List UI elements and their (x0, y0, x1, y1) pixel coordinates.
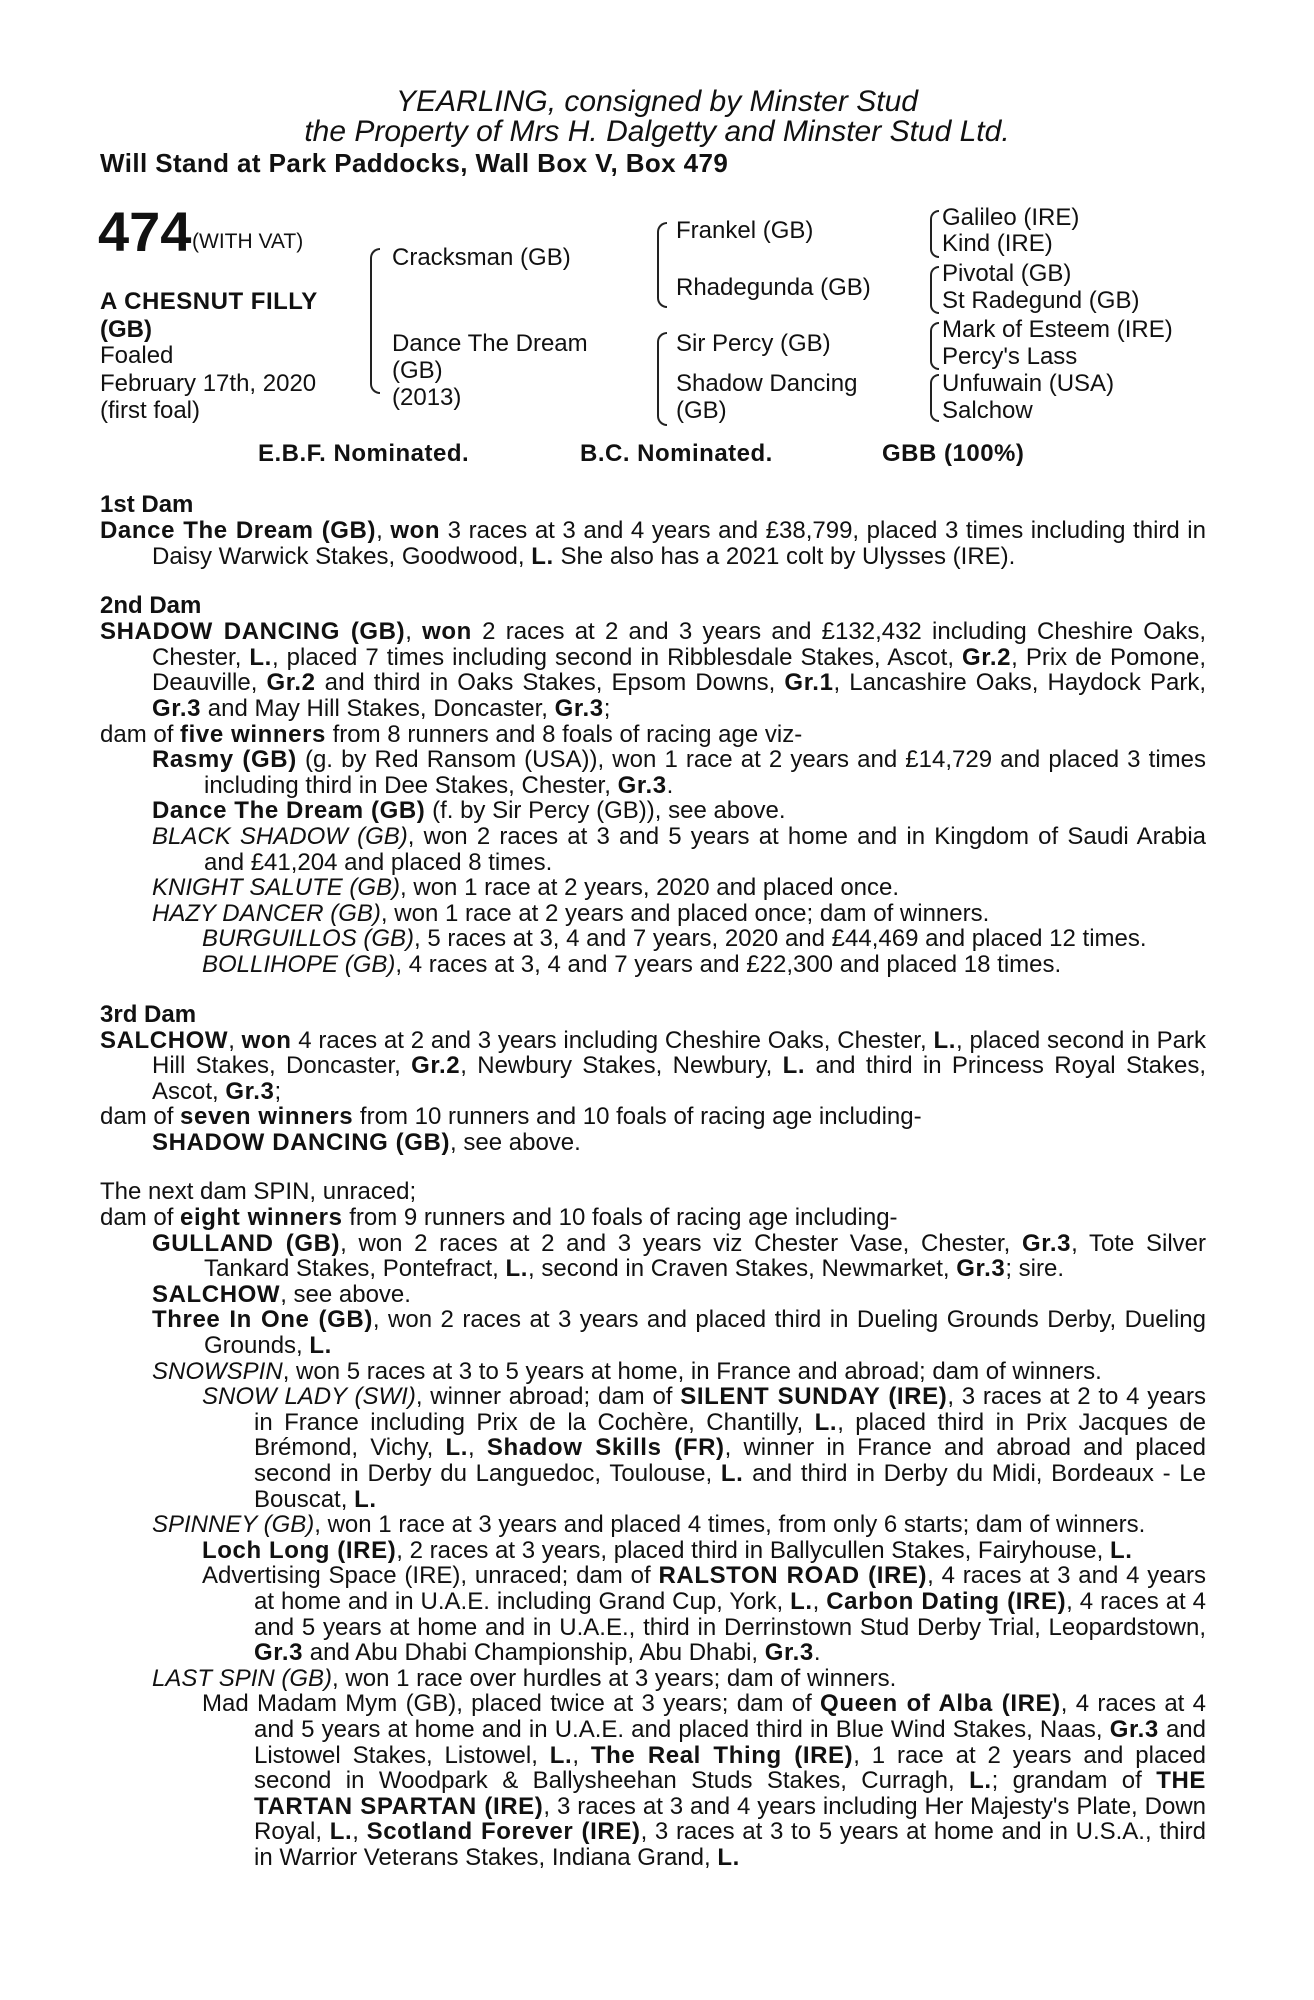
horse-name: Dance The Dream (GB) (152, 797, 426, 825)
dam-dam-country: (GB) (676, 397, 727, 424)
listed-label: L. (505, 1255, 529, 1283)
second-dam-heading: 2nd Dam (100, 592, 202, 620)
horse-name: Loch Long (IRE) (202, 1536, 397, 1564)
record-text: and May Hill Stakes, Doncaster, (201, 694, 555, 722)
produce-entry (100, 747, 1206, 798)
second-dam-record (100, 619, 1206, 721)
record-text: (f. by Sir Percy (GB)), see above. (425, 797, 786, 825)
produce-record (100, 492, 1206, 1871)
ancestor-4: St Radegund (GB) (942, 287, 1140, 314)
produce-entry (100, 1307, 1206, 1358)
group-label: Gr.3 (254, 1639, 304, 1667)
group-label: Gr.1 (784, 669, 834, 697)
produce-entry (100, 798, 1206, 824)
record-text: and Abu Dhabi Championship, Abu Dhabi, (303, 1639, 765, 1667)
produce-entry (100, 1666, 1206, 1692)
horse-name: GULLAND (GB) (152, 1229, 341, 1257)
record-text: , 4 races at 3 and 4 years at home and in U.A.E. including Grand Cup, York, (254, 1562, 1206, 1615)
lot-number: 474 (98, 200, 192, 263)
record-text: , winner abroad; dam of (415, 1383, 681, 1411)
record-text: dam of (100, 1103, 181, 1131)
listed-label: L. (354, 1485, 377, 1513)
record-text: , placed second in Park Hill Stakes, Doncaster, (152, 1026, 1206, 1080)
produce-entry (100, 901, 1206, 927)
record-text: , (572, 1741, 591, 1769)
horse-name: Scotland Forever (IRE) (366, 1818, 641, 1846)
ancestor-8: Salchow (942, 397, 1033, 424)
horse-name: SILENT SUNDAY (IRE) (680, 1383, 948, 1411)
horse-name: BOLLIHOPE (GB) (202, 950, 396, 978)
lot-title: A CHESNUT FILLY (100, 288, 318, 315)
produce-entry (100, 1512, 1206, 1538)
record-text: , Prix de Pomone, Deauville, (152, 643, 1207, 697)
produce-entry (100, 1282, 1206, 1308)
ancestor-3: Pivotal (GB) (942, 260, 1072, 287)
sire-sire: Frankel (GB) (676, 217, 814, 244)
pedigree-brace (930, 322, 939, 370)
group-label: Gr.2 (962, 643, 1012, 671)
record-text: , 3 races at 3 and 4 years including Her Majesty's Plate, Down Royal, (254, 1792, 1206, 1846)
record-text: . (813, 1639, 821, 1667)
record-text: 3 races at 3 and 4 years and £38,799, placed 3 times including third in Daisy Warwick Stakes, Goodwood, (152, 517, 1206, 570)
record-text: , 4 races at 4 and 5 years at home and in U.A.E., third in Derrinstown Stud Derby Trial, Leopardstown, (254, 1587, 1206, 1641)
listed-label: L. (329, 1818, 353, 1846)
horse-name: SPINNEY (GB) (152, 1511, 315, 1539)
horse-name: HAZY DANCER (GB) (152, 899, 381, 927)
third-dam-heading: 3rd Dam (100, 1000, 197, 1028)
stand-location: Will Stand at Park Paddocks, Wall Box V, Box 479 (100, 148, 729, 178)
winners-count: five winners (180, 720, 326, 748)
produce-entry (100, 824, 1206, 875)
produce-entry (100, 1359, 1206, 1385)
record-text: ; sire. (1005, 1255, 1065, 1283)
won-label: won (390, 517, 441, 544)
record-text: , placed third in Prix Jacques de Brémond, Vichy, (254, 1408, 1207, 1462)
produce-entry (100, 1538, 1206, 1564)
record-text: , won 1 race at 2 years and placed once; dam of winners. (380, 899, 990, 927)
listed-label: L. (814, 1408, 838, 1436)
produce-entry (100, 875, 1206, 901)
lot-title-country: (GB) (100, 316, 152, 343)
record-text: , won 1 race at 3 years and placed 4 times, from only 6 starts; dam of winners. (314, 1511, 1146, 1539)
group-label: Gr.2 (411, 1052, 461, 1080)
record-text: , Tote Silver Tankard Stakes, Pontefract, (204, 1229, 1206, 1283)
record-text: , (812, 1587, 827, 1615)
horse-name: Shadow Skills (FR) (486, 1434, 725, 1462)
first-dam-heading: 1st Dam (100, 491, 194, 518)
horse-name: SNOW LADY (SWI) (202, 1383, 416, 1411)
record-text: ; (274, 1077, 282, 1105)
separator: , (376, 517, 391, 544)
group-label: Gr.2 (266, 669, 316, 697)
record-text: (g. by Red Ransom (USA)), won 1 race at 2 years and £14,729 and placed 3 times including third in Dee Stakes, Chester, (204, 746, 1206, 799)
horse-name: Three In One (GB) (152, 1306, 373, 1334)
winners-count: eight winners (180, 1204, 343, 1232)
record-text: , 3 races at 3 to 5 years at home and in U.S.A., third in Warrior Veterans Stakes, Indiana Grand, (254, 1818, 1207, 1871)
pedigree-brace (930, 374, 939, 422)
listed-label: L. (717, 1843, 740, 1871)
property-line: the Property of Mrs H. Dalgetty and Minster Stud Ltd. (304, 115, 1010, 148)
record-text: ; (603, 694, 611, 722)
produce-entry (100, 1130, 1206, 1156)
record-text: and third in Derby du Midi, Bordeaux - Le Bouscat, (254, 1460, 1207, 1513)
pedigree-brace (657, 332, 667, 426)
won-label: won (241, 1026, 292, 1054)
produce-entry (100, 952, 1206, 978)
group-label: Gr.3 (956, 1255, 1006, 1283)
third-dam-record (100, 1028, 1206, 1105)
produce-entry (100, 926, 1206, 952)
produce-entry (100, 1384, 1206, 1512)
produce-entry (100, 1691, 1206, 1870)
listed-label: L. (1109, 1536, 1133, 1564)
group-label: Gr.3 (1022, 1229, 1072, 1257)
horse-name: RALSTON ROAD (IRE) (658, 1562, 928, 1590)
record-text: , 1 race at 2 years and placed second in Woodpark & Ballysheehan Studs Stakes, Curragh, (254, 1741, 1206, 1795)
record-text: , see above. (450, 1128, 581, 1156)
gbb-status: GBB (100%) (882, 440, 1025, 467)
dam-year: (2013) (392, 384, 462, 411)
record-text: 4 races at 2 and 3 years including Cheshire Oaks, Chester, (291, 1026, 934, 1054)
listed-label: L. (445, 1434, 469, 1462)
record-text: , (468, 1434, 487, 1462)
pedigree-brace (930, 266, 939, 314)
listed-label: L. (720, 1460, 744, 1487)
record-text: She also has a 2021 colt by Ulysses (IRE). (553, 542, 1016, 570)
record-text: ; grandam of (991, 1767, 1157, 1795)
horse-name: Rasmy (GB) (152, 746, 297, 774)
record-text: , won 1 race at 2 years, 2020 and placed once. (400, 874, 900, 902)
record-text: dam of (100, 1204, 181, 1232)
record-text: , 4 races at 4 and 5 years at home and in U.A.E. and placed third in Blue Wind Stakes, Naas, (254, 1690, 1206, 1743)
record-text: , won 1 race over hurdles at 3 years; dam of winners. (332, 1664, 897, 1692)
record-text: , 5 races at 3, 4 and 7 years, 2020 and £44,469 and placed 12 times. (414, 925, 1147, 953)
ancestor-1: Galileo (IRE) (942, 204, 1080, 231)
listed-label: L. (782, 1052, 806, 1080)
listed-label: L. (933, 1026, 956, 1054)
listed-label: L. (969, 1767, 992, 1795)
record-text: , won 5 races at 3 to 5 years at home, in France and abroad; dam of winners. (282, 1357, 1102, 1385)
ancestor-5: Mark of Esteem (IRE) (942, 316, 1173, 343)
listed-label: L. (531, 542, 554, 570)
record-text: dam of (100, 720, 181, 748)
record-text: , second in Craven Stakes, Newmarket, (528, 1255, 957, 1283)
horse-name: SALCHOW (152, 1280, 281, 1308)
pedigree-brace (930, 210, 939, 258)
ebf-nomination: E.B.F. Nominated. (258, 440, 470, 467)
bc-nomination: B.C. Nominated. (580, 440, 773, 467)
record-text: , placed 7 times including second in Ribblesdale Stakes, Ascot, (271, 643, 963, 671)
dam-dam: Shadow Dancing (676, 370, 858, 397)
record-text: from 9 runners and 10 foals of racing age including- (342, 1204, 898, 1232)
won-label: won (422, 618, 472, 646)
horse-name: Carbon Dating (IRE) (826, 1587, 1067, 1615)
dam: Dance The Dream (392, 330, 588, 357)
horse-name: The Real Thing (IRE) (590, 1741, 854, 1769)
record-text: , 3 races at 2 to 4 years in France including Prix de la Cochère, Chantilly, (254, 1383, 1206, 1436)
ancestor-6: Percy's Lass (942, 343, 1078, 370)
foaled-label: Foaled (100, 342, 174, 369)
horse-name: BURGUILLOS (GB) (202, 925, 415, 953)
record-text: and third in Oaks Stakes, Epsom Downs, (315, 669, 785, 697)
horse-name: SNOWSPIN (152, 1357, 283, 1385)
record-text: and third in Princess Royal Stakes, Ascot, (152, 1052, 1206, 1105)
record-text: . (666, 771, 674, 799)
dam-name: SALCHOW (100, 1026, 229, 1054)
sire: Cracksman (GB) (392, 244, 571, 271)
record-text: from 8 runners and 8 foals of racing age viz- (325, 720, 803, 748)
record-text: , 4 races at 3, 4 and 7 years and £22,300 and placed 18 times. (395, 950, 1062, 978)
group-label: Gr.3 (617, 771, 667, 799)
group-label: Gr.3 (1109, 1715, 1159, 1743)
record-text: Advertising Space (IRE), unraced; dam of (202, 1562, 659, 1590)
first-dam-record (100, 518, 1206, 569)
record-text: from 10 runners and 10 foals of racing age including- (353, 1103, 922, 1131)
record-text: , Lancashire Oaks, Haydock Park, (833, 669, 1207, 697)
horse-name: LAST SPIN (GB) (152, 1664, 333, 1692)
dam-sire: Sir Percy (GB) (676, 330, 831, 357)
horse-name: SHADOW DANCING (GB) (152, 1128, 451, 1156)
separator: , (405, 618, 423, 646)
horse-name: BLACK SHADOW (GB) (152, 822, 408, 850)
produce-entry (100, 1231, 1206, 1282)
listed-label: L. (309, 1332, 332, 1360)
dam-of-line (100, 1104, 1206, 1130)
ancestor-7: Unfuwain (USA) (942, 370, 1115, 397)
record-text: , Newbury Stakes, Newbury, (460, 1052, 783, 1080)
record-text: , won 2 races at 2 and 3 years viz Chester Vase, Chester, (340, 1229, 1022, 1257)
pedigree-brace (657, 222, 667, 308)
sire-dam: Rhadegunda (GB) (676, 274, 871, 301)
group-label: Gr.3 (764, 1639, 814, 1667)
group-label: Gr.3 (554, 694, 604, 722)
record-text: , see above. (280, 1280, 411, 1308)
listed-label: L. (549, 1741, 573, 1769)
group-label: Gr.3 (152, 694, 202, 722)
consignor-line: YEARLING, consigned by Minster Stud (396, 85, 918, 118)
record-text: 2 races at 2 and 3 years and £132,432 including Cheshire Oaks, Chester, (152, 618, 1206, 671)
horse-name: KNIGHT SALUTE (GB) (152, 874, 401, 902)
horse-name: THE TARTAN SPARTAN (IRE) (254, 1767, 1206, 1820)
dam-country: (GB) (392, 357, 443, 384)
next-dam-intro: The next dam SPIN, unraced; (100, 1178, 417, 1206)
record-text: , (352, 1818, 367, 1846)
record-text: Mad Madam Mym (GB), placed twice at 3 years; dam of (202, 1690, 821, 1718)
ancestor-2: Kind (IRE) (942, 230, 1053, 257)
separator: , (228, 1026, 242, 1054)
record-text: , 2 races at 3 years, placed third in Ballycullen Stakes, Fairyhouse, (396, 1536, 1110, 1564)
listed-label: L. (790, 1587, 813, 1615)
first-foal-note: (first foal) (100, 397, 201, 424)
foaled-date: February 17th, 2020 (100, 370, 317, 397)
record-text: , won 2 races at 3 and 5 years at home and in Kingdom of Saudi Arabia and £41,204 and placed 8 times. (204, 822, 1207, 876)
record-text: , won 2 races at 3 years and placed third in Dueling Grounds Derby, Dueling Grounds, (204, 1306, 1206, 1360)
produce-entry (100, 1563, 1206, 1665)
winners-count: seven winners (180, 1103, 354, 1131)
group-label: Gr.3 (225, 1077, 275, 1105)
listed-label: L. (249, 643, 272, 671)
horse-name: Queen of Alba (IRE) (820, 1690, 1061, 1718)
record-text: , winner in France and abroad and placed second in Derby du Languedoc, Toulouse, (254, 1434, 1206, 1487)
pedigree-brace (370, 248, 380, 394)
record-text: and Listowel Stakes, Listowel, (254, 1715, 1206, 1769)
dam-of-line (100, 722, 1206, 748)
dam-name: SHADOW DANCING (GB) (100, 618, 406, 646)
vat-label: (WITH VAT) (192, 230, 304, 253)
dam-name: Dance The Dream (GB) (100, 517, 377, 544)
dam-of-line (100, 1205, 1206, 1231)
